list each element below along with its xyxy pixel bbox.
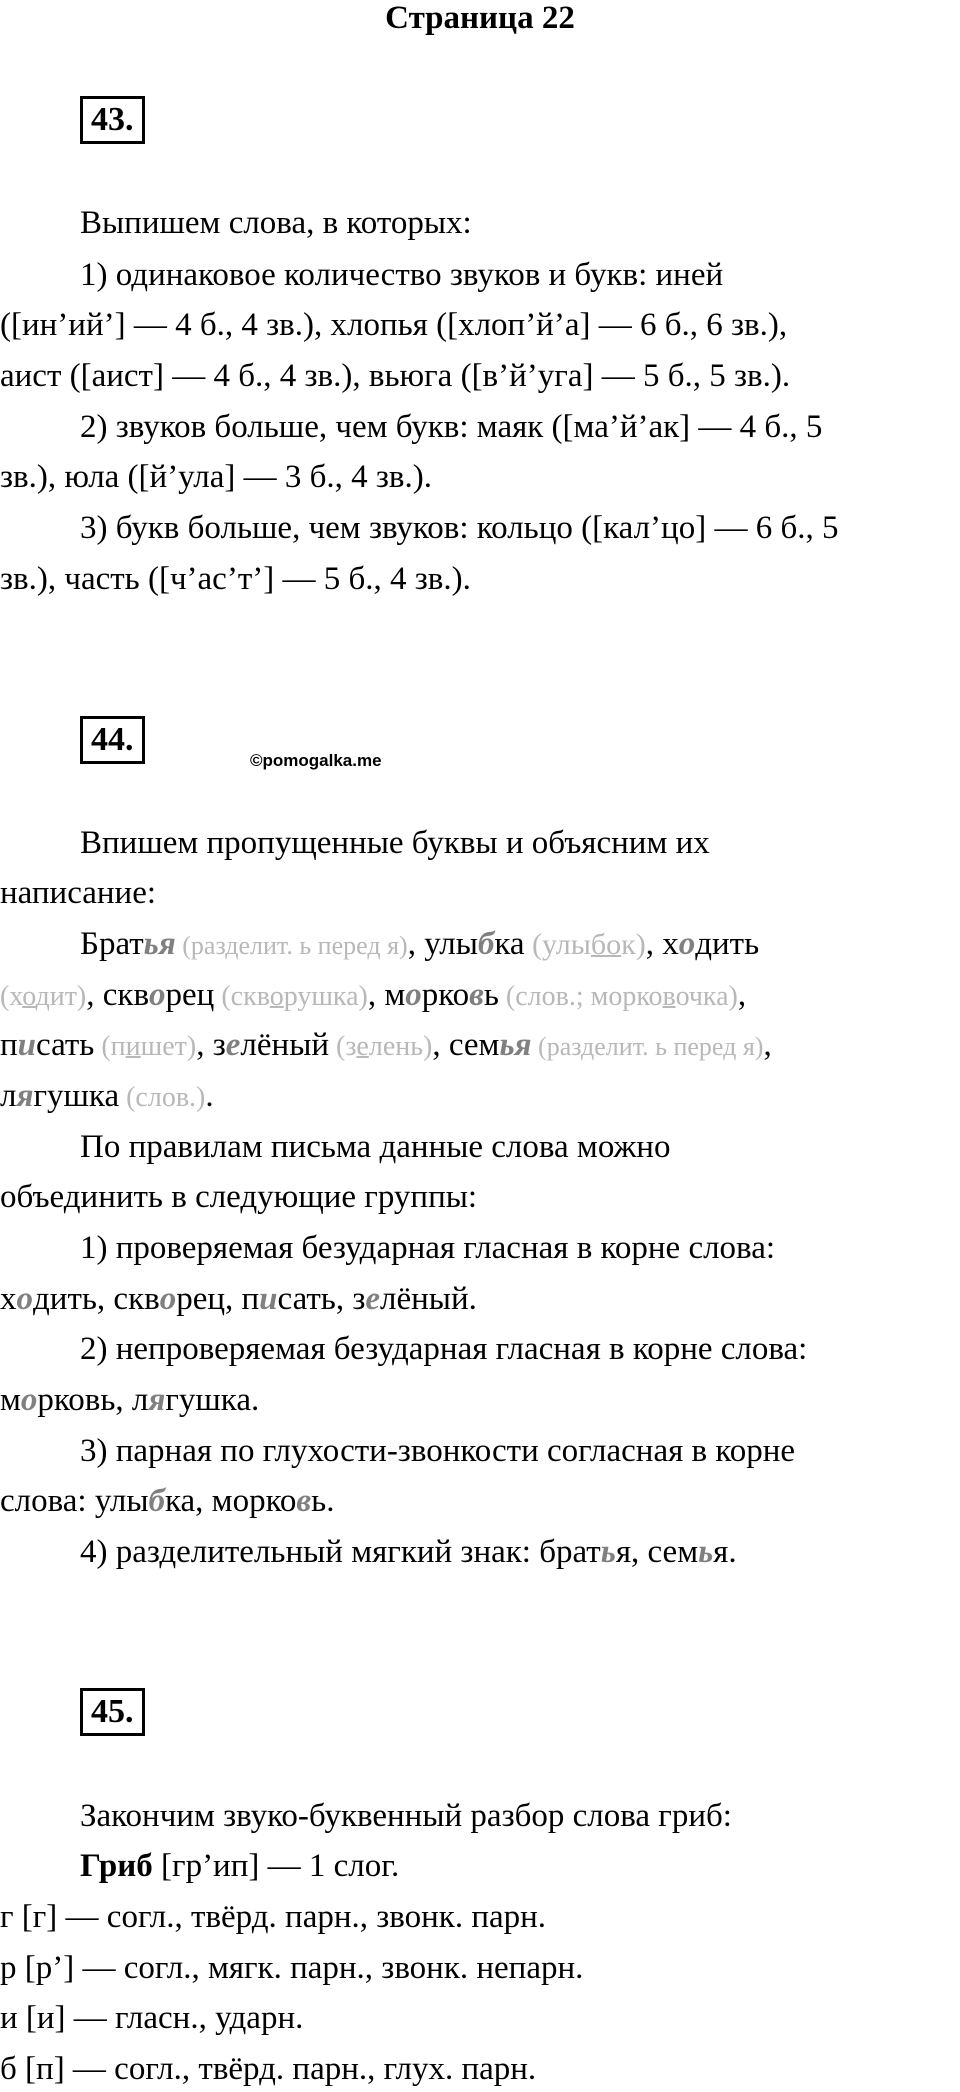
word-text: рко	[421, 977, 470, 1013]
word-text: слова: улы	[0, 1483, 149, 1519]
task43-p1-a: 1) одинаковое количество звуков и букв: иней	[80, 257, 724, 293]
task44-words-line-1	[80, 924, 759, 964]
word-text: лёный.	[380, 1281, 477, 1317]
task44-words-line-4	[0, 1076, 214, 1116]
task45-intro: Закончим звуко-буквенный разбор слова гриб:	[80, 1798, 732, 1834]
hint-underlined: бо	[590, 928, 622, 961]
word-text: м	[0, 1382, 21, 1418]
task44-words-line-3	[0, 1025, 772, 1065]
task44-intro-a: Впишем пропущенные буквы и объясним их	[80, 825, 710, 861]
highlight-letter: о	[405, 977, 422, 1013]
task45-line-3: и [и] — гласн., ударн.	[0, 2000, 304, 2036]
task43-p2-a: 2) звуков больше, чем букв: маяк ([ма’й’ак] — 4 б., 5	[80, 409, 823, 445]
task44-group2-a: 2) непроверяемая безударная гласная в корне слова:	[80, 1331, 808, 1367]
hint-underlined: и	[125, 1031, 141, 1062]
hint-note: (з	[329, 1031, 357, 1062]
hint-note: (разделит. ь перед я)	[175, 931, 408, 960]
task-number-44: 44.	[80, 716, 145, 764]
highlight-letter: ь	[600, 1534, 616, 1570]
task43-p1-b: ([ин’ий’] — 4 б., 4 зв.), хлопья ([хлоп’й’а] — 6 б., 6 зв.),	[0, 307, 788, 343]
word-bold: Гриб	[80, 1848, 153, 1884]
task44-rules-a: По правилам письма данные слова можно	[80, 1129, 671, 1165]
task44-words-line-2	[0, 975, 746, 1015]
task43-p3-a: 3) букв больше, чем звуков: кольцо ([кал’цо] — 6 б., 5	[80, 510, 839, 546]
task43-intro: Выпишем слова, в которых:	[80, 205, 472, 241]
highlight-letter: ья	[499, 1027, 532, 1063]
hint-underlined: о	[22, 981, 36, 1012]
word-text: лёный	[240, 1027, 330, 1063]
hint-note: рушка)	[283, 981, 368, 1012]
word-text: рец	[165, 977, 215, 1013]
word-text: з	[212, 1027, 226, 1063]
hint-note: (х	[0, 981, 23, 1012]
separator: ,	[737, 977, 747, 1013]
highlight-letter: е	[365, 1281, 381, 1317]
task44-rules-b: объединить в следующие группы:	[0, 1179, 478, 1215]
separator: ,	[432, 1027, 449, 1063]
separator: ,	[367, 977, 385, 1013]
word-text: скв	[102, 977, 150, 1013]
separator: ,	[407, 926, 425, 962]
highlight-letter: и	[17, 1027, 37, 1063]
hint-note: (разделит. ь перед я)	[531, 1032, 764, 1061]
word-text: я, сем	[615, 1534, 699, 1570]
hint-note: к)	[621, 928, 646, 961]
highlight-letter: б	[148, 1483, 165, 1519]
word-text: ка, морко	[165, 1483, 297, 1519]
task44-group4	[80, 1532, 737, 1572]
word-text: ка	[494, 926, 525, 962]
hint-note: очка)	[675, 981, 738, 1012]
task44-group3-a: 3) парная по глухости-звонкости согласная в корне	[80, 1433, 796, 1469]
transcription: [гр’ип] — 1 слог.	[152, 1848, 400, 1884]
word-text: ь.	[311, 1483, 335, 1519]
word-text: дить	[695, 926, 760, 962]
hint-note: дит)	[35, 981, 87, 1012]
highlight-letter: ья	[143, 926, 176, 962]
task-number-45: 45.	[80, 1688, 145, 1736]
highlight-letter: в	[469, 977, 484, 1013]
highlight-letter: о	[16, 1281, 33, 1317]
task43-p3-b: зв.), часть ([ч’ас’т’] — 5 б., 4 зв.).	[0, 561, 471, 597]
hint-note: (слов.; морко	[498, 981, 663, 1012]
word-text: улы	[424, 926, 478, 962]
word-text: сем	[448, 1027, 500, 1063]
word-text: рец, п	[176, 1281, 260, 1317]
highlight-letter: о	[149, 977, 166, 1013]
word-text: рковь, л	[37, 1382, 149, 1418]
highlight-letter: ь	[698, 1534, 714, 1570]
hint-note: (п	[94, 1031, 126, 1062]
task44-group1-b	[0, 1279, 477, 1319]
hint-note: (скв	[214, 981, 270, 1012]
task45-line-4: б [п] — согл., твёрд. парн., глух. парн.	[0, 2051, 537, 2087]
word-text: ь	[483, 977, 499, 1013]
highlight-letter: о	[678, 926, 696, 962]
highlight-letter: я	[16, 1078, 34, 1114]
highlight-letter: и	[259, 1281, 278, 1317]
separator: ,	[645, 926, 663, 962]
word-text: п	[0, 1027, 18, 1063]
task45-line-1: г [г] — согл., твёрд. парн., звонк. парн.	[0, 1899, 547, 1935]
word-text: сать, з	[277, 1281, 366, 1317]
task43-p2-b: зв.), юла ([й’ула] — 3 б., 4 зв.).	[0, 459, 432, 495]
highlight-letter: о	[20, 1382, 38, 1418]
task45-word	[80, 1846, 399, 1886]
word-text: х	[0, 1281, 17, 1317]
hint-underlined: о	[269, 981, 284, 1012]
page-title: Страница 22	[385, 0, 575, 36]
task44-intro-b: написание:	[0, 875, 157, 911]
task44-group1-a: 1) проверяемая безударная гласная в корне слова:	[80, 1230, 776, 1266]
word-text: гушка.	[165, 1382, 260, 1418]
word-text: Брат	[80, 926, 144, 962]
highlight-letter: е	[225, 1027, 241, 1063]
word-text: дить, скв	[33, 1281, 160, 1317]
word-text: сать	[36, 1027, 95, 1063]
separator: ,	[196, 1027, 213, 1063]
task45-line-2: р [р’] — согл., мягк. парн., звонк. непарн.	[0, 1950, 584, 1986]
hint-underlined: в	[662, 981, 676, 1012]
task44-group3-b	[0, 1481, 334, 1521]
separator: ,	[763, 1027, 772, 1063]
word-text: м	[384, 977, 406, 1013]
highlight-letter: я	[148, 1382, 166, 1418]
watermark: ©pomogalka.me	[250, 751, 382, 770]
hint-note: лень)	[368, 1031, 433, 1062]
word-text: я.	[713, 1534, 737, 1570]
hint-note: (слов.)	[119, 1082, 206, 1113]
word-text: л	[0, 1078, 17, 1114]
highlight-letter: о	[159, 1281, 177, 1317]
highlight-letter: б	[477, 926, 495, 962]
separator: .	[205, 1078, 214, 1114]
task-number-43: 43.	[80, 96, 145, 144]
task44-group2-b	[0, 1380, 259, 1420]
word-text: гушка	[33, 1078, 120, 1114]
hint-note: (улы	[524, 928, 591, 961]
word-text: 4) разделительный мягкий знак: брат	[80, 1534, 601, 1570]
highlight-letter: в	[296, 1483, 312, 1519]
task43-p1-c: аист ([аист] — 4 б., 4 зв.), вьюга ([в’й’уга] — 5 б., 5 зв.).	[0, 358, 791, 394]
hint-note: шет)	[140, 1031, 197, 1062]
hint-underlined: е	[356, 1031, 369, 1062]
separator: ,	[86, 977, 103, 1013]
word-text: х	[662, 926, 679, 962]
